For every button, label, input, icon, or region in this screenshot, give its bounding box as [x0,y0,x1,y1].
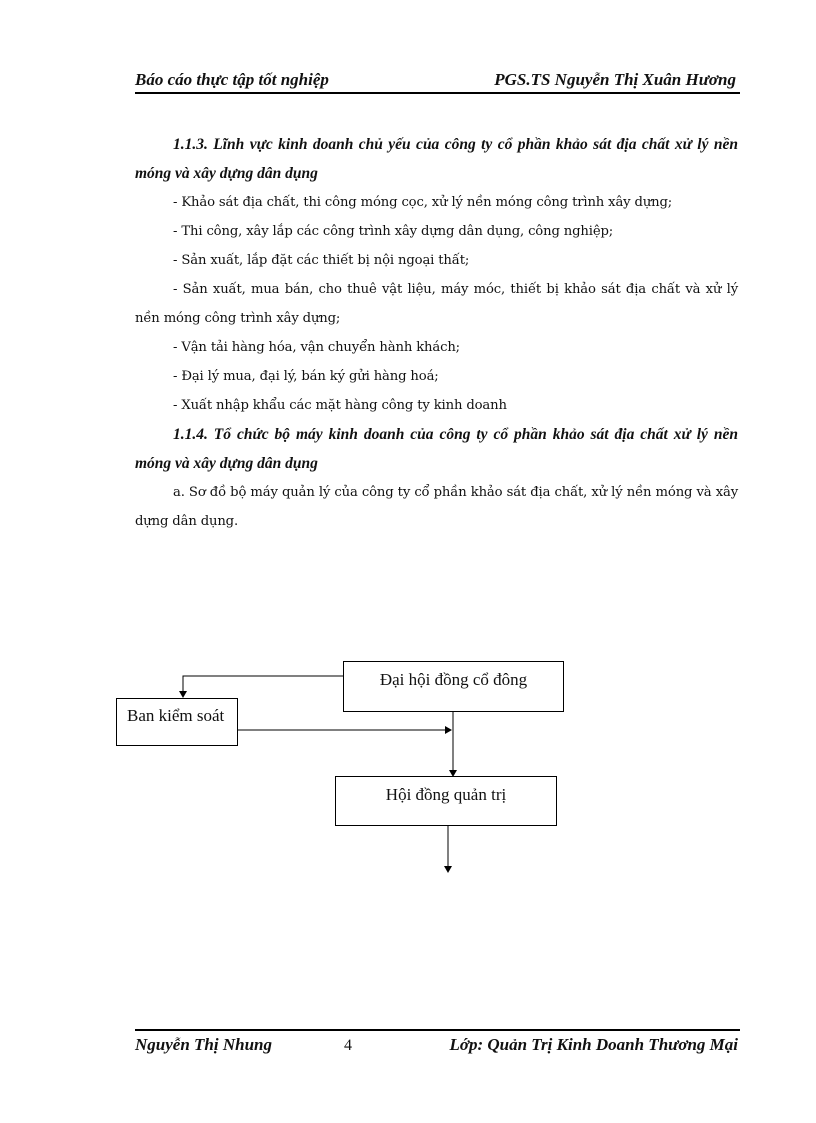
header-report-title: Báo cáo thực tập tốt nghiệp [135,70,329,89]
box-shareholders-label: Đại hội đồng cổ đông [379,670,528,689]
business-item: - Khảo sát địa chất, thi công móng cọc, xử lý nền móng công trình xây dựng; [173,195,673,210]
footer-class: Lớp: Quản Trị Kinh Doanh Thương Mại [449,1035,738,1054]
org-chart-intro: a. Sơ đồ bộ máy quản lý của công ty cổ phần khảo sát địa chất, xử lý nền móng và xây dựng dân dụng. [135,485,738,529]
business-item: - Thi công, xây lắp các công trình xây dựng dân dụng, công nghiệp; [173,224,614,239]
arrow-shareholders-to-supervisory [183,676,343,697]
section-heading-1-1-4: 1.1.4. Tổ chức bộ máy kinh doanh của công ty cổ phần khảo sát địa chất xử lý nền móng và xây dựng dân dụng [135,426,738,472]
business-item: - Sản xuất, mua bán, cho thuê vật liệu, máy móc, thiết bị khảo sát địa chất và xử lý nền móng công trình xây dựng; [135,282,738,326]
box-supervisory-board [116,698,238,746]
section-heading-1-1-3: 1.1.3. Lĩnh vực kinh doanh chủ yếu của công ty cổ phần khảo sát địa chất xử lý nền móng và xây dựng dân dụng [135,136,738,182]
header-supervisor: PGS.TS Nguyễn Thị Xuân Hương [494,70,736,89]
box-board-label: Hội đồng quản trị [385,785,507,804]
business-item: - Vận tải hàng hóa, vận chuyển hành khách; [173,340,460,355]
page-footer [135,1029,740,1059]
box-shareholders-meeting [343,661,564,712]
footer-author: Nguyễn Thị Nhung [135,1035,272,1054]
box-supervisory-label: Ban kiểm soát [127,706,225,725]
business-item: - Đại lý mua, đại lý, bán ký gửi hàng hoá; [173,369,439,384]
business-item: - Sản xuất, lắp đặt các thiết bị nội ngoại thất; [173,253,470,268]
box-board-of-directors [335,776,557,826]
footer-page-number: 4 [344,1037,352,1054]
business-item: - Xuất nhập khẩu các mặt hàng công ty kinh doanh [173,398,507,413]
